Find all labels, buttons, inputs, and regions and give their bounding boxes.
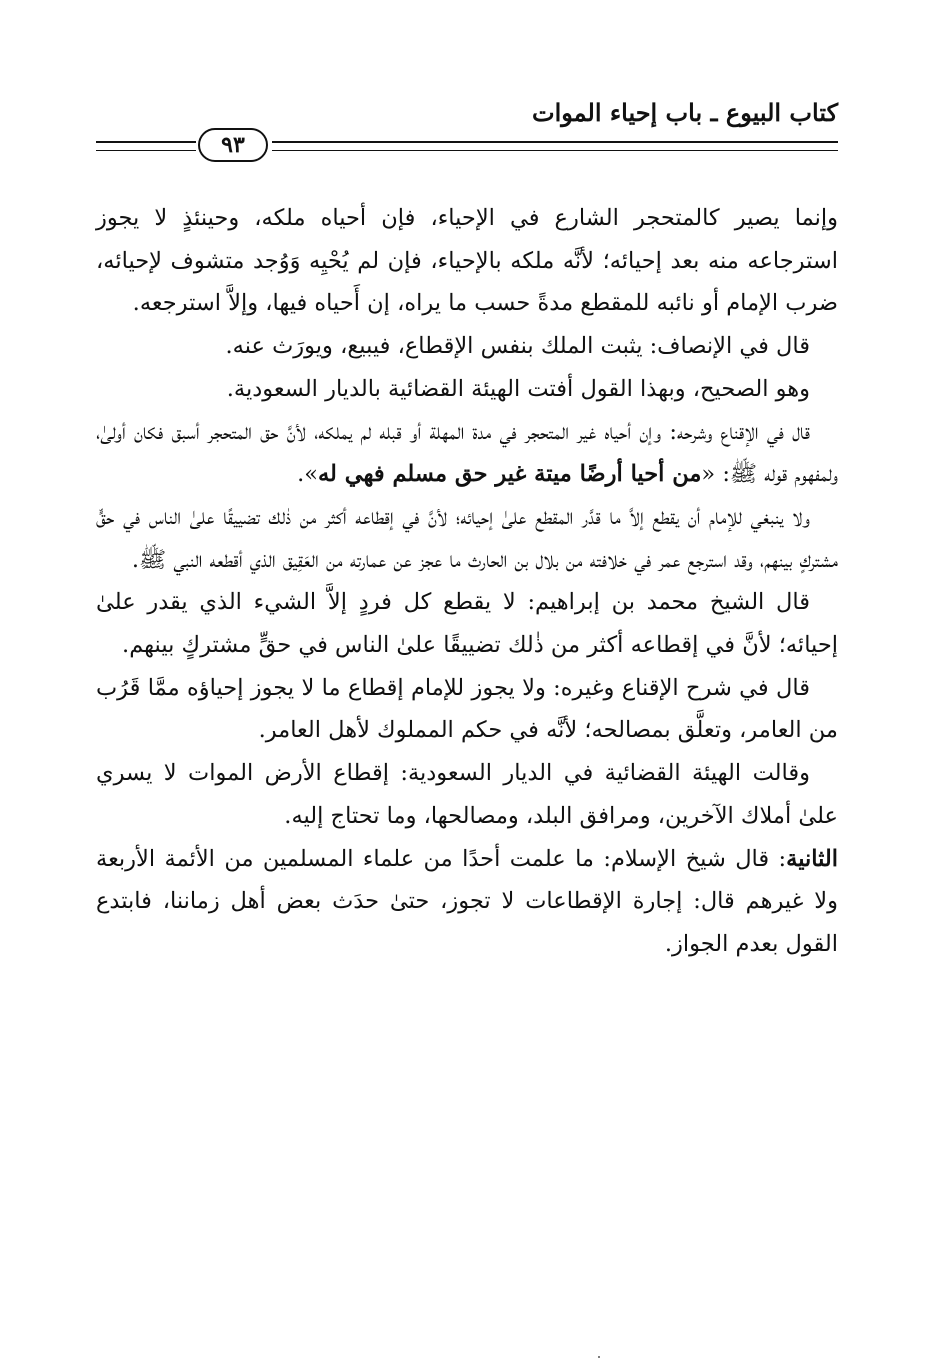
paragraph-2: قال في الإنصاف: يثبت الملك بنفس الإقطاع، فيبيع، ويورَث عنه. — [225, 333, 810, 360]
header-rule-right — [272, 141, 838, 151]
paragraph-4 — [96, 411, 838, 496]
scan-speck — [598, 1356, 600, 1358]
paragraph-4-tail: ». — [297, 461, 318, 488]
paragraph-9-text: : قال شيخ الإسلام: ما علمت أحدًا من علماء المسلمين من الأئمة الأربعة ولا غيرهم قال: إجارة الإقطاعات لا تجوز، حتىٰ حدَث بعض أهل زماننا، فابتدع القول بعدم الجواز. — [96, 845, 838, 957]
page-number: ٩٣ — [198, 128, 268, 162]
paragraph-4-text: قال في الإقناع وشرحه: وإن أحياه غير المتحجر في مدة المهلة أو قبله لم يملكه، لأنَّ حق المتحجر أسبق فكان أولىٰ، ولمفهوم قوله ﷺ: « — [96, 418, 838, 488]
header-rule-left — [96, 141, 196, 151]
running-head-title: كتاب البيوع ـ باب إحياء الموات — [531, 98, 838, 127]
paragraph-1: وإنما يصير كالمتحجر الشارع في الإحياء، فإن أحياه ملكه، وحينئذٍ لا يجوز استرجاعه منه بعد إحيائه؛ لأنَّه ملكه بالإحياء، فإن لم يُحْيِه وَوُجد متشوف لإحيائه، ضرب الإمام أو نائبه للمقطع مدةً حسب ما يراه، إن أَحياه فيها، وإلاَّ استرجعه. — [96, 205, 838, 317]
paragraph-9 — [96, 838, 838, 966]
paragraph-6: قال الشيخ محمد بن إبراهيم: لا يقطع كل فردٍ إلاَّ الشيء الذي يقدر علىٰ إحيائه؛ لأنَّ في إقطاعه أكثر من ذٰلك تضييقًا علىٰ الناس في حقٍّ مشتركٍ بينهم. — [96, 589, 838, 659]
paragraph-3: وهو الصحيح، وبهذا القول أفتت الهيئة القضائية بالديار السعودية. — [226, 375, 810, 402]
paragraph-8: وقالت الهيئة القضائية في الديار السعودية: إقطاع الأرض الموات لا يسري علىٰ أملاك الآخرين، ومرافق البلد، ومصالحها، وما تحتاج إليه. — [96, 760, 838, 829]
paragraph-5: ولا ينبغي للإمام أن يقطع إلاَّ ما قدَّر المقطع علىٰ إحيائه؛ لأنَّ في إقطاعه أكثر من ذٰلك تضييقًا علىٰ الناس في حقٍّ مشتركٍ بينهم، وقد استرجع عمر في خلافته من بلال بن الحارث ما عجز عن عمارته من العَقِيق الذي أقطعه النبي ﷺ. — [96, 503, 838, 573]
section-lead: الثانية — [786, 845, 838, 872]
page-header — [96, 98, 838, 158]
page-body — [96, 197, 838, 966]
hadith-quote: من أحيا أرضًا ميتة غير حق مسلم فهي له — [317, 461, 702, 488]
paragraph-7: قال في شرح الإقناع وغيره: ولا يجوز للإمام إقطاع ما لا يجوز إحياؤه ممَّا قَرُب من العامر، وتعلَّق بمصالحه؛ لأنَّه في حكم المملوك لأهل العامر. — [96, 674, 838, 744]
